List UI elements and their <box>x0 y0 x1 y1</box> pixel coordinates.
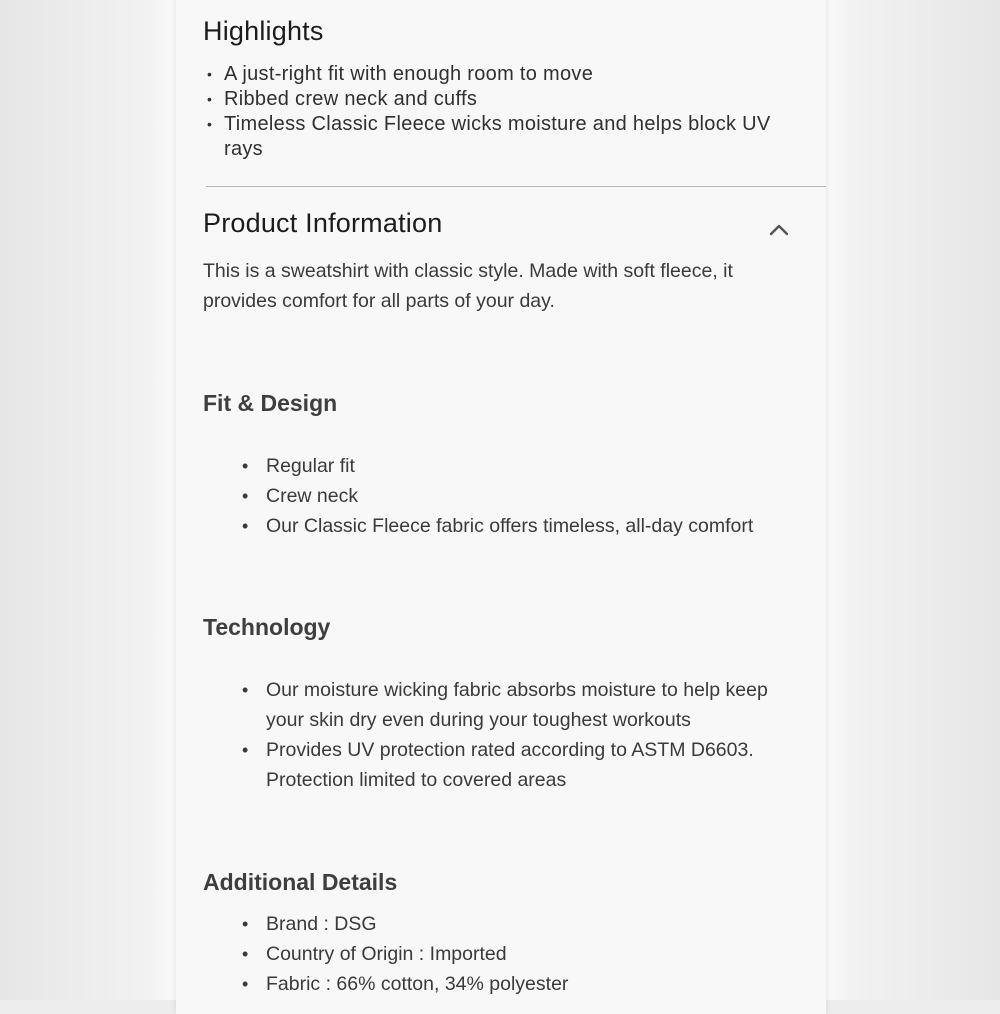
list-item <box>242 675 794 735</box>
bullet-icon: • <box>207 66 213 82</box>
highlights-title: Highlights <box>203 16 324 46</box>
additional-details-heading: Additional Details <box>203 869 398 895</box>
fit-design-list <box>242 451 806 541</box>
technology-heading: Technology <box>203 614 331 640</box>
list-item <box>242 969 806 999</box>
product-details-card <box>176 0 826 1014</box>
list-item-text: Country of Origin : Imported <box>266 943 507 965</box>
list-item <box>242 511 806 541</box>
fit-design-heading: Fit & Design <box>203 390 338 416</box>
bullet-icon: • <box>242 680 249 700</box>
highlight-item <box>206 112 786 162</box>
highlight-text: A just-right fit with enough room to move <box>224 63 594 85</box>
product-information-title: Product Information <box>203 208 443 238</box>
list-item-text: Provides UV protection rated according to ASTM D6603. Protection limited to covered areas <box>266 739 754 791</box>
product-description: This is a sweatshirt with classic style. Made with soft fleece, it provides comfort for all parts of your day. <box>203 260 733 312</box>
list-item <box>242 735 794 795</box>
bullet-icon: • <box>207 91 213 107</box>
list-item <box>242 481 806 511</box>
list-item-text: Regular fit <box>266 455 355 477</box>
bullet-icon: • <box>242 944 249 964</box>
chevron-up-icon <box>764 215 794 245</box>
bullet-icon: • <box>242 740 249 760</box>
highlight-text: Timeless Classic Fleece wicks moisture and helps block UV rays <box>224 113 771 160</box>
bullet-icon: • <box>242 516 249 536</box>
list-item-text: Our moisture wicking fabric absorbs moisture to help keep your skin dry even during your toughest workouts <box>266 679 768 731</box>
bullet-icon: • <box>207 116 213 132</box>
highlight-item <box>206 62 786 87</box>
list-item-text: Brand : DSG <box>266 913 377 935</box>
list-item <box>242 939 806 969</box>
list-item-text: Our Classic Fleece fabric offers timeless, all-day comfort <box>266 515 754 537</box>
collapse-section-button[interactable] <box>764 215 794 245</box>
highlights-list <box>206 62 786 162</box>
list-item <box>242 451 806 481</box>
bullet-icon: • <box>242 486 249 506</box>
technology-list <box>242 675 794 795</box>
highlight-item <box>206 87 786 112</box>
additional-details-list <box>242 909 806 999</box>
bullet-icon: • <box>242 456 249 476</box>
bullet-icon: • <box>242 974 249 994</box>
bullet-icon: • <box>242 914 249 934</box>
section-divider <box>206 186 826 187</box>
list-item-text: Fabric : 66% cotton, 34% polyester <box>266 973 569 995</box>
highlight-text: Ribbed crew neck and cuffs <box>224 88 478 110</box>
list-item <box>242 909 806 939</box>
list-item-text: Crew neck <box>266 485 359 507</box>
